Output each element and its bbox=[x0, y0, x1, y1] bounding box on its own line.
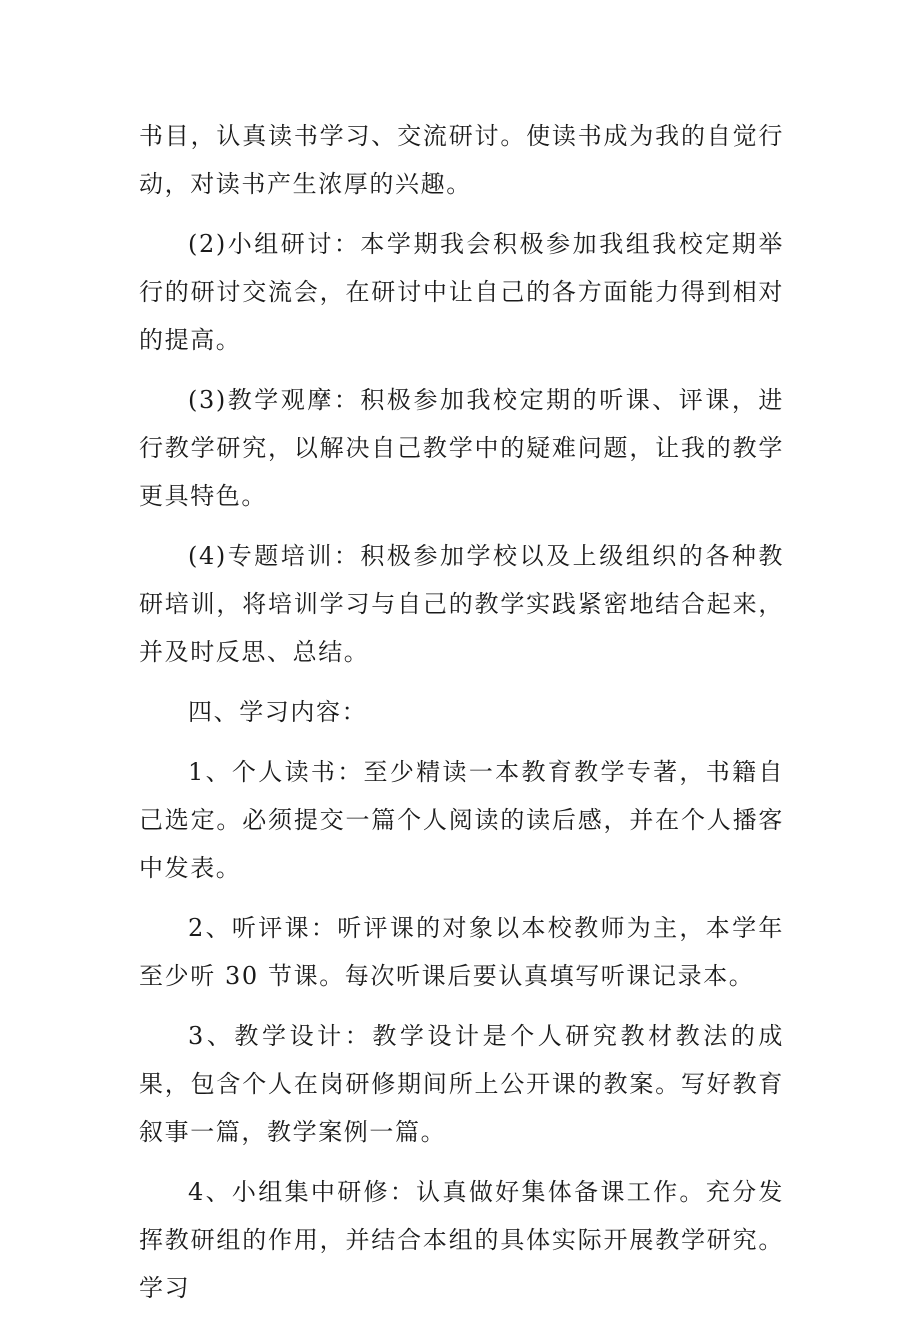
paragraph-reading-continued: 书目，认真读书学习、交流研讨。使读书成为我的自觉行动，对读书产生浓厚的兴趣。 bbox=[139, 122, 784, 198]
paragraph-group-study: 4、小组集中研修：认真做好集体备课工作。充分发挥教研组的作用，并结合本组的具体实际开展教学研究。学习 bbox=[139, 1178, 784, 1302]
document-body bbox=[139, 112, 784, 1324]
paragraph-teaching-design: 3、教学设计：教学设计是个人研究教材教法的成果，包含个人在岗研修期间所上公开课的教案。写好教育叙事一篇，教学案例一篇。 bbox=[139, 1022, 784, 1146]
paragraph-personal-reading: 1、个人读书：至少精读一本教育教学专著，书籍自己选定。必须提交一篇个人阅读的读后感，并在个人播客中发表。 bbox=[139, 758, 784, 882]
paragraph-teaching-observation: (3)教学观摩：积极参加我校定期的听课、评课，进行教学研究，以解决自己教学中的疑难问题，让我的教学更具特色。 bbox=[139, 386, 784, 510]
paragraph-group-discussion: (2)小组研讨：本学期我会积极参加我组我校定期举行的研讨交流会，在研讨中让自己的各方面能力得到相对的提高。 bbox=[139, 230, 784, 354]
paragraph-special-training: (4)专题培训：积极参加学校以及上级组织的各种教研培训，将培训学习与自己的教学实践紧密地结合起来，并及时反思、总结。 bbox=[139, 542, 784, 666]
paragraph-lesson-evaluation: 2、听评课：听评课的对象以本校教师为主，本学年至少听 30 节课。每次听课后要认真填写听课记录本。 bbox=[139, 914, 784, 990]
section-heading-learning-content: 四、学习内容： bbox=[188, 698, 368, 726]
